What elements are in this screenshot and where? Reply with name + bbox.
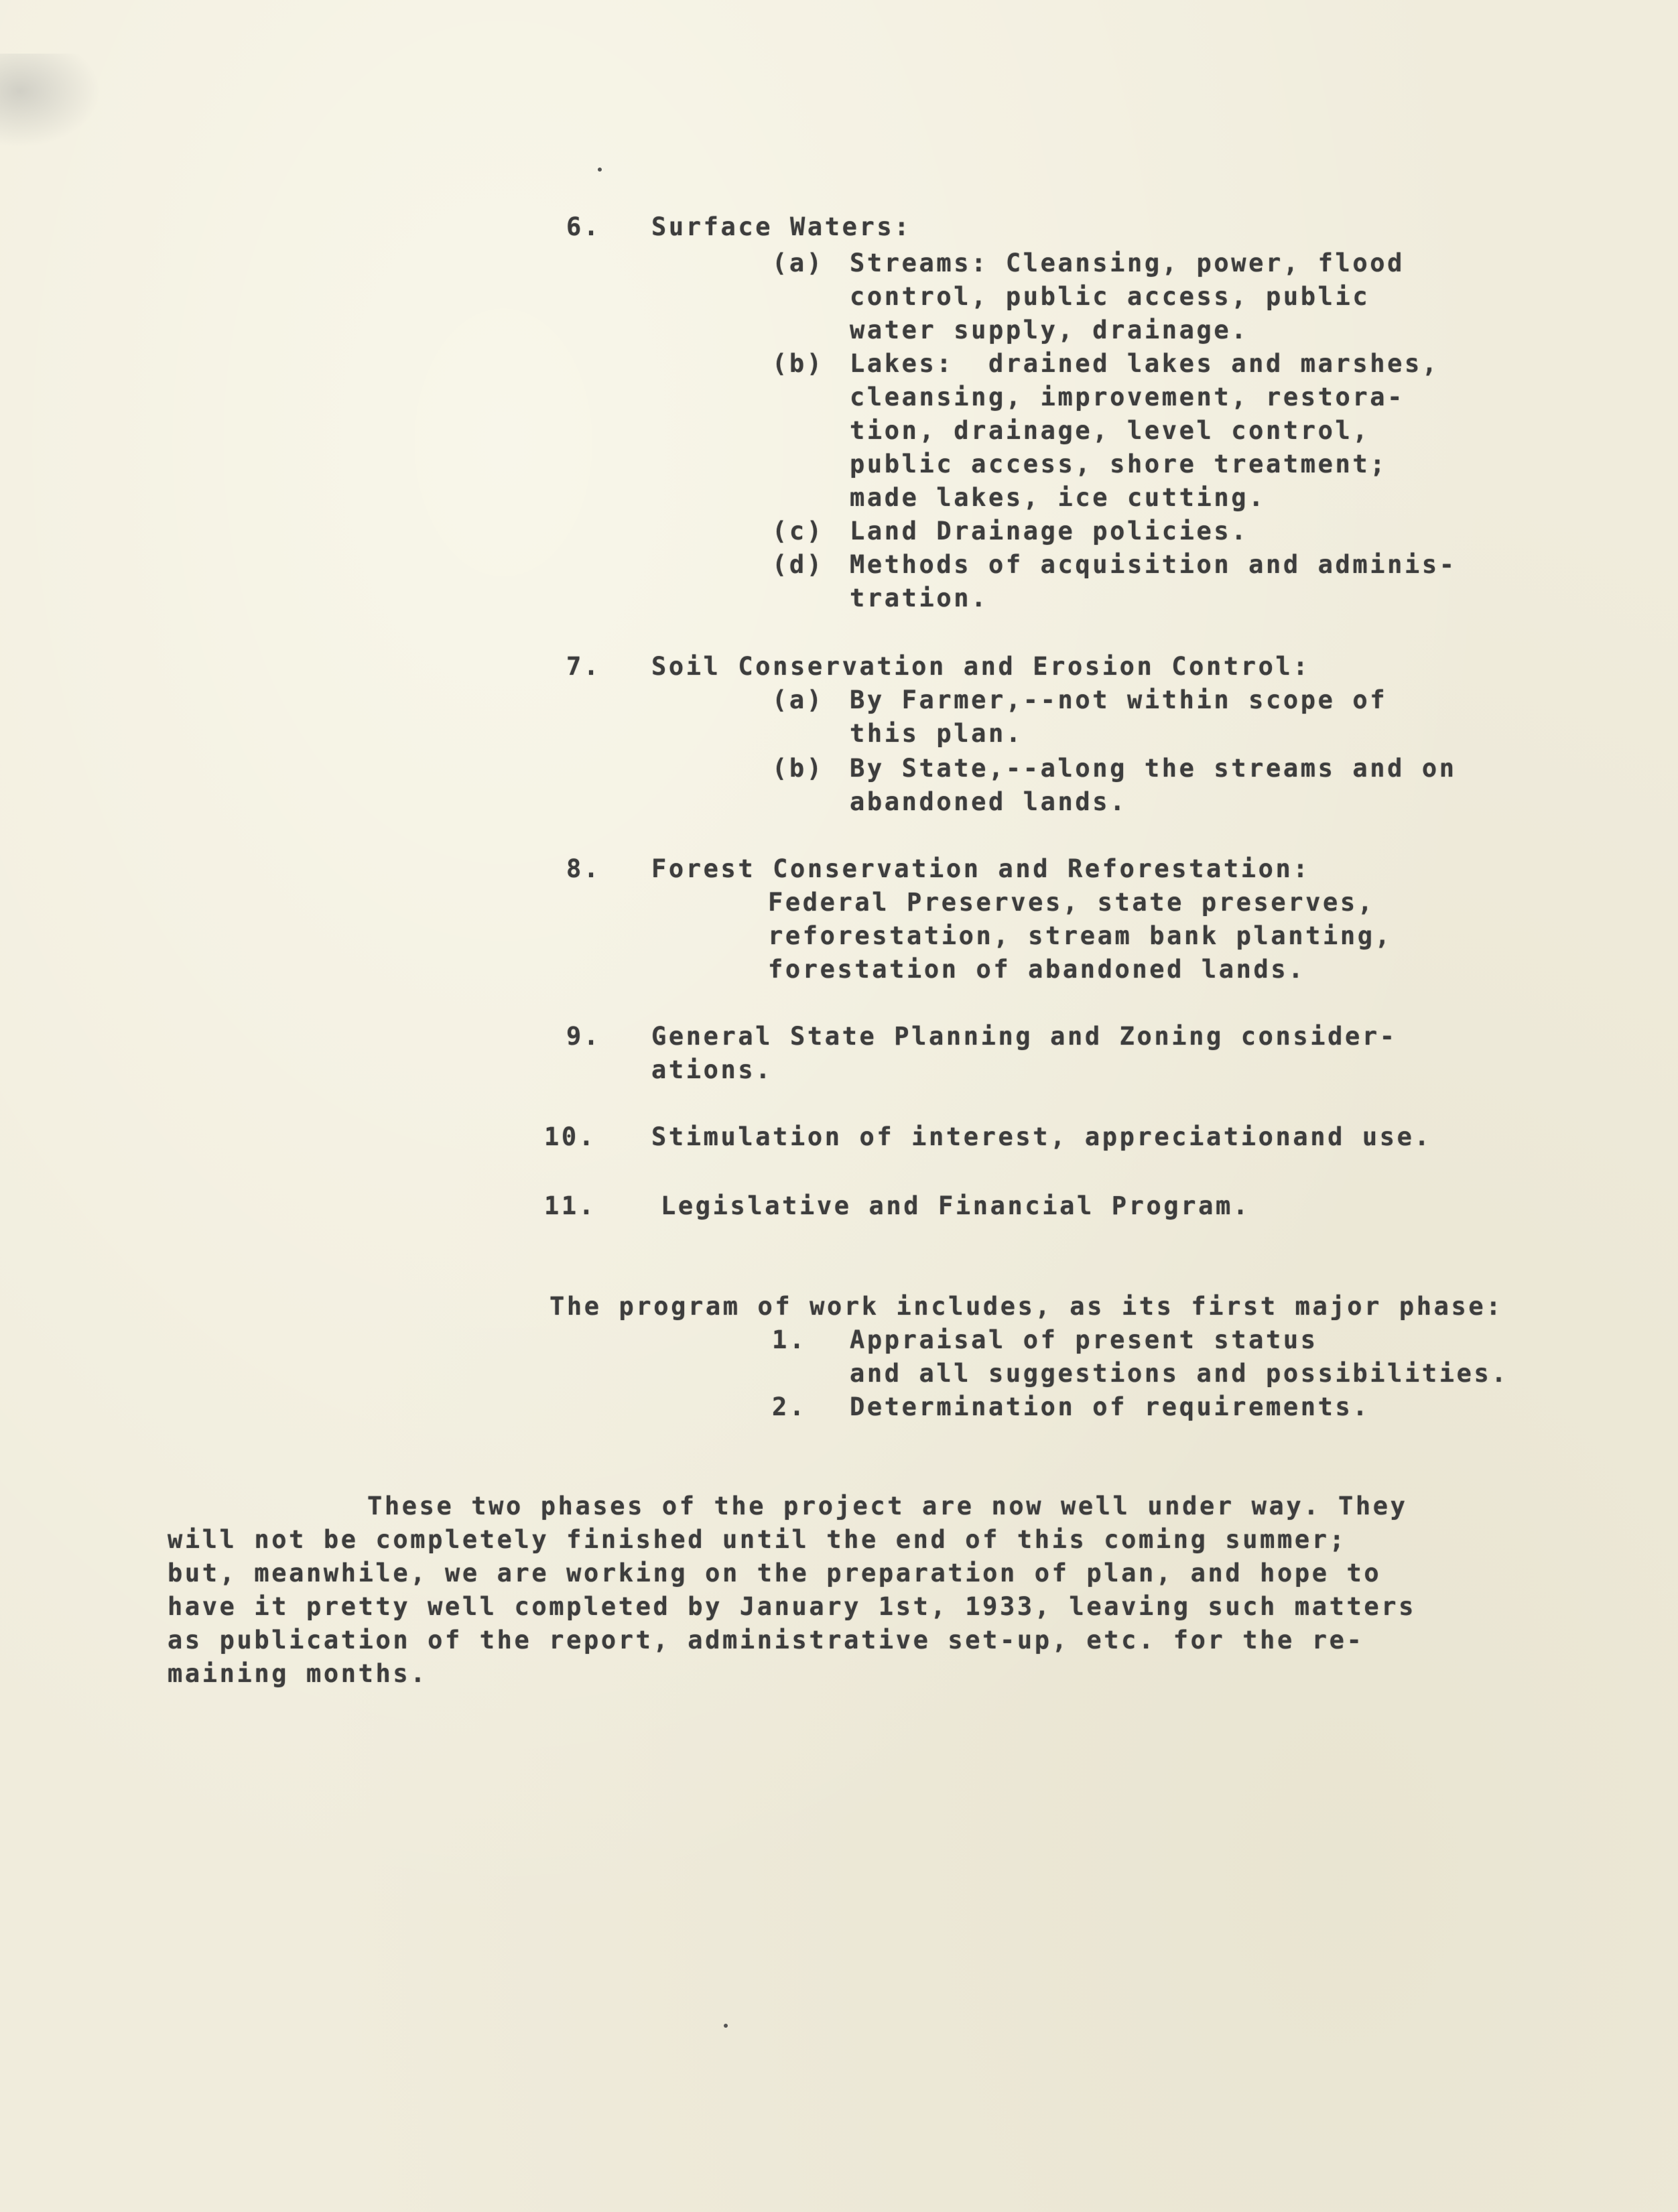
item-text: control, public access, public (850, 282, 1370, 311)
item-text: Streams: Cleansing, power, flood (850, 249, 1405, 277)
program-item-text: Appraisal of present status (850, 1325, 1318, 1354)
section-text: ations. (651, 1055, 773, 1084)
paragraph-line: maining months. (168, 1659, 428, 1688)
item-text: abandoned lands. (850, 787, 1128, 816)
item-text: public access, shore treatment; (850, 450, 1388, 478)
item-text: Lakes: drained lakes and marshes, (850, 349, 1439, 378)
program-intro: The program of work includes, as its first major phase: (550, 1292, 1504, 1321)
section-number: 9. (566, 1022, 601, 1051)
ink-speck (598, 168, 602, 172)
item-text: water supply, drainage. (850, 316, 1249, 344)
section-text: General State Planning and Zoning consider- (651, 1022, 1397, 1051)
section-text: forestation of abandoned lands. (768, 955, 1306, 984)
section-text: Federal Preserves, state preserves, (768, 888, 1375, 917)
paper-corner-wear (0, 54, 101, 147)
paragraph-line: have it pretty well completed by January 1st, 1933, leaving such matters (168, 1592, 1417, 1621)
section-number: 11. (544, 1191, 596, 1220)
item-label: (b) (772, 754, 824, 783)
item-text: Methods of acquisition and adminis- (850, 550, 1457, 579)
item-label: (b) (772, 349, 824, 378)
item-text: By Farmer,--not within scope of (850, 686, 1388, 714)
section-title: Surface Waters: (651, 212, 912, 241)
item-label: (d) (772, 550, 824, 579)
section-number: 10. (544, 1122, 596, 1151)
section-number: 7. (566, 652, 601, 681)
item-text: tration. (850, 584, 989, 612)
section-number: 8. (566, 854, 601, 883)
program-item-text: and all suggestions and possibilities. (850, 1359, 1509, 1388)
paragraph-line: will not be completely finished until the end of this coming summer; (168, 1525, 1347, 1554)
item-text: this plan. (850, 719, 1023, 748)
paragraph-line: as publication of the report, administrative set-up, etc. for the re- (168, 1626, 1364, 1654)
section-text: Legislative and Financial Program. (661, 1191, 1250, 1220)
paragraph-line: These two phases of the project are now well under way. They (367, 1492, 1408, 1520)
paragraph-line: but, meanwhile, we are working on the preparation of plan, and hope to (168, 1559, 1382, 1587)
section-title: Forest Conservation and Reforestation: (651, 854, 1311, 883)
section-title: Soil Conservation and Erosion Control: (651, 652, 1311, 681)
ink-speck (724, 2024, 728, 2028)
item-label: (c) (772, 517, 824, 545)
section-text: reforestation, stream bank planting, (768, 921, 1393, 950)
section-text: Stimulation of interest, appreciationand use. (651, 1122, 1432, 1151)
item-text: cleansing, improvement, restora- (850, 383, 1405, 411)
program-item-text: Determination of requirements. (850, 1392, 1370, 1421)
program-item-number: 2. (772, 1392, 807, 1421)
item-text: By State,--along the streams and on (850, 754, 1457, 783)
item-text: tion, drainage, level control, (850, 416, 1370, 445)
item-label: (a) (772, 249, 824, 277)
item-label: (a) (772, 686, 824, 714)
item-text: Land Drainage policies. (850, 517, 1249, 545)
program-item-number: 1. (772, 1325, 807, 1354)
section-number: 6. (566, 212, 601, 241)
item-text: made lakes, ice cutting. (850, 483, 1267, 512)
